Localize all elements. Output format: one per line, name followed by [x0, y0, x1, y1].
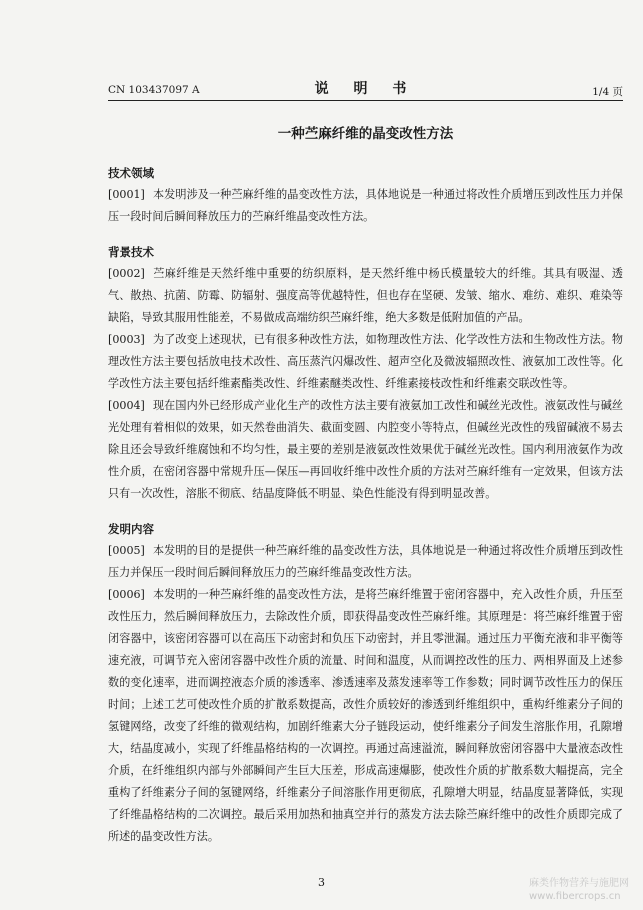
paragraph-text: 现在国内外已经形成产业化生产的改性方法主要有液氨加工改性和碱丝光改性。液氨改性与碱丝光处理有着相似的效果，如天然卷曲消失、截面变圆、内腔变小等特点，但碱丝光改性的残留碱液不易去除且还会导致纤维腐蚀和不均匀性，最主要的差别是液氨改性效果优于碱丝光改性。国内利用液氨作为改性介质，在密闭容器中常规升压—保压—再回收纤维中改性介质的方法对苎麻纤维有一定效果，但该方法只有一次改性，溶胀不彻底、结晶度降低不明显、染色性能没有得到明显改善。 — [108, 399, 623, 500]
paragraph-number: [0003] — [108, 333, 145, 346]
section-background — [108, 241, 623, 505]
paragraph-number: [0002] — [108, 267, 145, 280]
watermark-line-1: 麻类作物营养与施肥网 — [529, 878, 629, 889]
page-number: 3 — [318, 876, 325, 889]
site-watermark — [529, 877, 629, 903]
paragraph-number: [0001] — [108, 188, 145, 201]
section-heading: 背景技术 — [108, 245, 154, 259]
page-info: 1/4 页 — [592, 86, 623, 98]
paragraph — [108, 540, 623, 584]
watermark-line-2: www.fibercrops.cn — [529, 891, 621, 902]
paragraph — [108, 184, 623, 228]
paragraph-number: [0006] — [108, 588, 145, 601]
paragraph-number: [0005] — [108, 544, 145, 557]
invention-title: 一种苎麻纤维的晶变改性方法 — [277, 126, 454, 142]
doc-type-title: 说 明 书 — [314, 81, 417, 97]
paragraph-text: 本发明的一种苎麻纤维的晶变改性方法，是将苎麻纤维置于密闭容器中，充入改性介质，升压至改性压力，然后瞬间释放压力，去除改性介质，即获得晶变改性苎麻纤维。其原理是：将苎麻纤维置于密闭容器中，该密闭容器可以在高压下动密封和负压下动密封，并且零泄漏。通过压力平衡充液和非平衡等速充液，可调节充入密闭容器中改性介质的流量、时间和温度，从而调控改性的压力、两相界面及上述参数的变化速率，进而调控液态介质的渗透率、渗透速率及蒸发速率等工作参数；同时调节改性压力的保压时间；上述工艺可使改性介质的扩散系数提高，改性介质较好的渗透到纤维组织中，重构纤维素分子间的氢键网络，改变了纤维的微观结构，加剧纤维素大分子链段运动，使纤维素分子间发生溶胀作用，孔隙增大，结晶度减小，实现了纤维晶格结构的一次调控。再通过高速溢流，瞬间释放密闭容器中大量液态改性介质，在纤维组织内部与外部瞬间产生巨大压差，形成高速爆膨，使改性介质的扩散系数大幅提高，完全重构了纤维素分子间的氢键网络，纤维素分子间溶胀作用更彻底，孔隙增大明显，结晶度显著降低，实现了纤维晶格结构的二次调控。最后采用加热和抽真空并行的蒸发方法去除苎麻纤维中的改性介质即完成了所述的晶变改性方法。 — [108, 588, 623, 843]
paragraph — [108, 263, 623, 329]
paragraph-text: 本发明涉及一种苎麻纤维的晶变改性方法，具体地说是一种通过将改性介质增压到改性压力并保压一段时间后瞬间释放压力的苎麻纤维晶变改性方法。 — [108, 188, 623, 223]
page-header — [108, 78, 623, 101]
section-technical-field — [108, 162, 623, 228]
paragraph — [108, 329, 623, 395]
section-invention-content — [108, 518, 623, 848]
paragraph-text: 为了改变上述现状，已有很多种改性方法，如物理改性方法、化学改性方法和生物改性方法。物理改性方法主要包括放电技术改性、高压蒸汽闪爆改性、超声空化及微波辐照改性、液氨加工改性等。化学改性方法主要包括纤维素酯类改性、纤维素醚类改性、纤维素接枝改性和纤维素交联改性等。 — [108, 333, 623, 390]
paragraph — [108, 584, 623, 848]
document-body — [108, 162, 623, 848]
paragraph — [108, 395, 623, 505]
section-heading: 发明内容 — [108, 522, 154, 536]
section-heading: 技术领域 — [108, 166, 154, 180]
patent-number: CN 103437097 A — [108, 84, 200, 96]
paragraph-text: 本发明的目的是提供一种苎麻纤维的晶变改性方法，具体地说是一种通过将改性介质增压到改性压力并保压一段时间后瞬间释放压力的苎麻纤维晶变改性方法。 — [108, 544, 623, 579]
paragraph-number: [0004] — [108, 399, 145, 412]
paragraph-text: 苎麻纤维是天然纤维中重要的纺织原料，是天然纤维中杨氏模量较大的纤维。其具有吸湿、透气、散热、抗菌、防霉、防辐射、强度高等优越特性，但也存在坚硬、发皱、缩水、难纺、难织、难染等缺陷，导致其服用性能差，不易做成高端纺织苎麻纤维，绝大多数是低附加值的产品。 — [108, 267, 623, 324]
